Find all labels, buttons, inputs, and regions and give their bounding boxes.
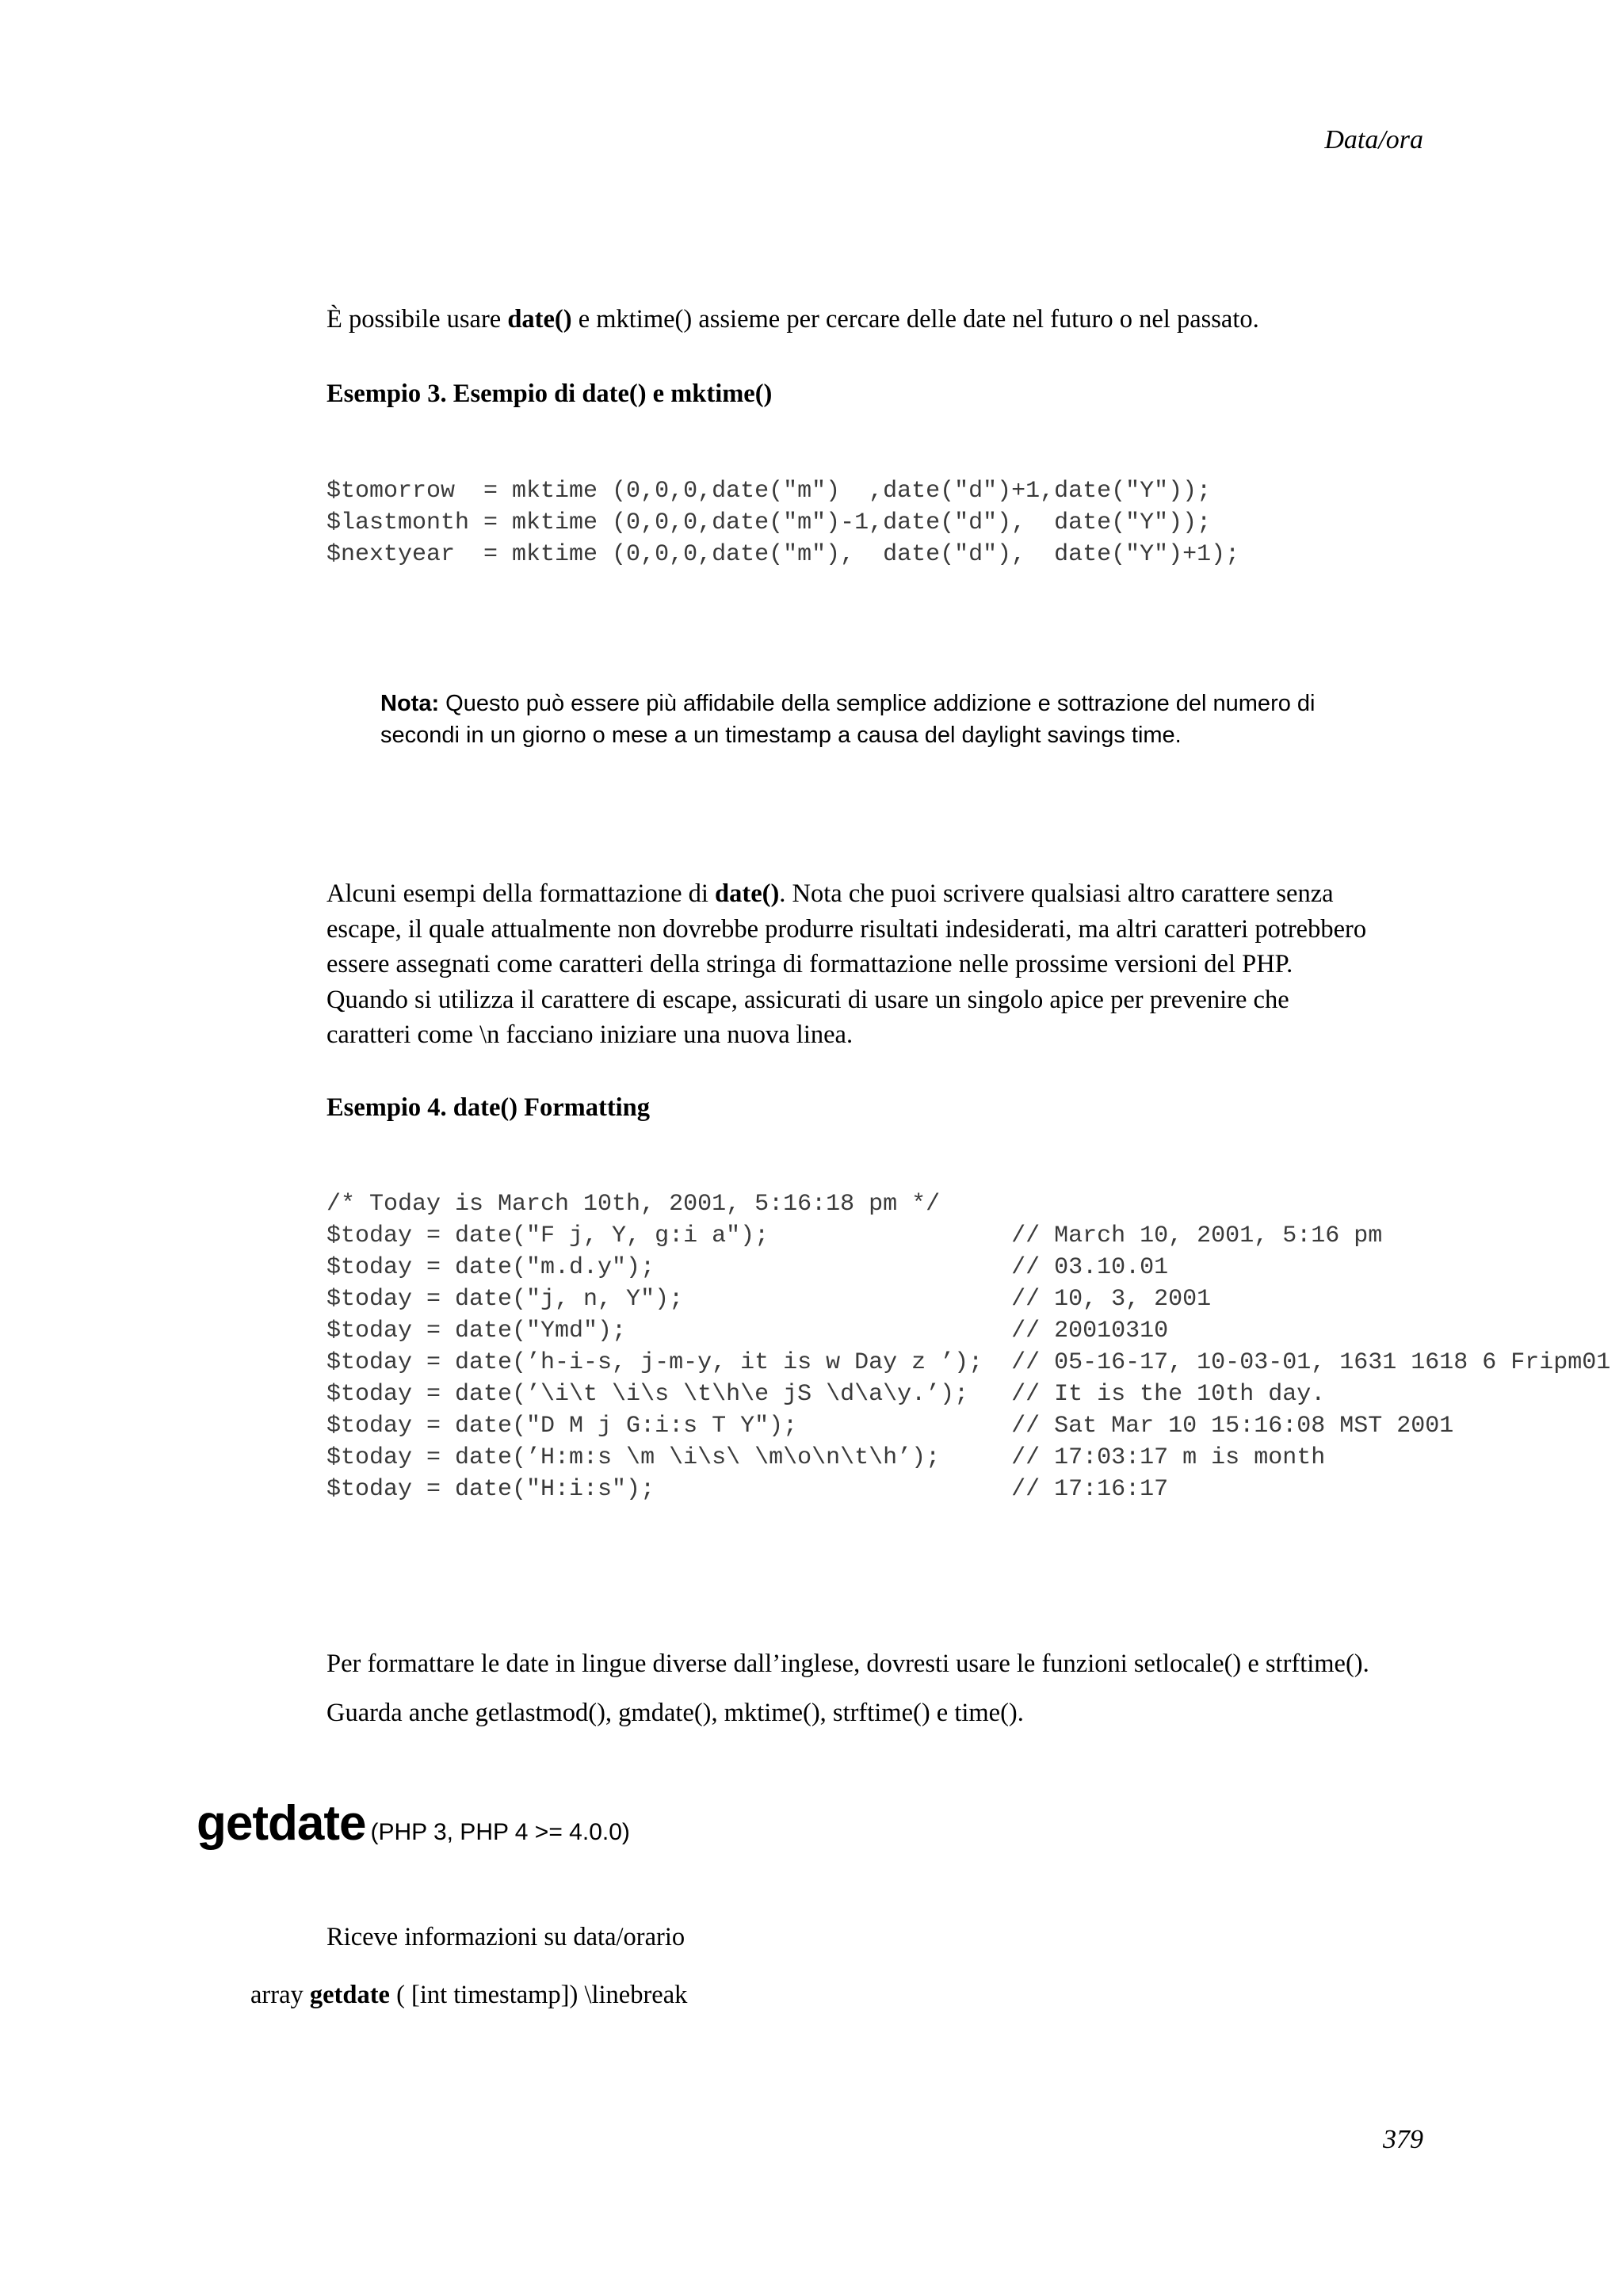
note-label: Nota: — [380, 691, 440, 716]
date-function-ref: date() — [715, 879, 780, 908]
intro-text-before: È possibile usare — [327, 305, 508, 334]
intro-text-after: e mktime() assieme per cercare delle date nel futuro o nel passato. — [571, 305, 1259, 334]
code-line: $today = date("H:i:s"); // 17:16:17 — [327, 1476, 1169, 1503]
intro-paragraph — [327, 302, 1436, 338]
paragraph-line — [327, 876, 1436, 912]
note-line: secondi in un giorno o mese a un timestamp a causa del daylight savings time. — [380, 723, 1182, 748]
example-4-title: Esempio 4. date() Formatting — [327, 1093, 650, 1122]
locale-paragraph: Per formattare le date in lingue diverse dall’inglese, dovresti usare le funzioni setlocale() e strftime(). — [327, 1650, 1369, 1678]
paragraph-line: caratteri come \n facciano iniziare una nuova linea. — [327, 1020, 854, 1049]
running-header: Data/ora — [1324, 125, 1423, 154]
code-line: $today = date(’h-i-s, j-m-y, it is w Day z ’); // 05-16-17, 10-03-01, 1631 1618 6 Fripm01 — [327, 1349, 1611, 1376]
note-line — [380, 688, 1450, 719]
paragraph-text: . Nota che puoi scrivere qualsiasi altro carattere senza — [779, 879, 1334, 908]
example-4-code-clip — [327, 1188, 1623, 1521]
synopsis-return-type: array — [250, 1981, 310, 2009]
synopsis-arguments: ( [int timestamp]) \linebreak — [389, 1981, 688, 2009]
code-line: $today = date("D M j G:i:s T Y"); // Sat Mar 10 15:16:08 MST 2001 — [327, 1413, 1454, 1440]
function-name: getdate — [197, 1796, 366, 1851]
page-number: 379 — [1383, 2125, 1423, 2154]
function-heading — [197, 1795, 630, 1852]
intro-date-function: date() — [507, 305, 572, 334]
code-line: $lastmonth = mktime (0,0,0,date("m")-1,date("d"), date("Y")); — [327, 509, 1212, 536]
function-description: Riceve informazioni su data/orario — [327, 1923, 685, 1951]
paragraph-line: Quando si utilizza il carattere di escape, assicurati di usare un singolo apice per prevenire che — [327, 985, 1289, 1014]
code-line: $tomorrow = mktime (0,0,0,date("m") ,date("d")+1,date("Y")); — [327, 478, 1212, 505]
code-line: $today = date(’H:m:s \m \i\s\ \m\o\n\t\h’); // 17:03:17 m is month — [327, 1444, 1326, 1471]
example-4-code — [327, 1188, 1623, 1505]
function-version: (PHP 3, PHP 4 >= 4.0.0) — [370, 1819, 630, 1845]
paragraph-text: Alcuni esempi della formattazione di — [327, 879, 716, 908]
note-text: Questo può essere più affidabile della semplice addizione e sottrazione del numero di — [439, 691, 1316, 716]
code-line: $today = date("m.d.y"); // 03.10.01 — [327, 1254, 1169, 1281]
code-line: $today = date("F j, Y, g:i a"); // March 10, 2001, 5:16 pm — [327, 1222, 1383, 1249]
code-line: /* Today is March 10th, 2001, 5:16:18 pm */ — [327, 1191, 941, 1218]
example-3-code — [327, 475, 1239, 570]
formatting-paragraph — [327, 876, 1436, 1053]
see-also: Guarda anche getlastmod(), gmdate(), mktime(), strftime() e time(). — [327, 1699, 1024, 1727]
paragraph-line: essere assegnati come caratteri della stringa di formattazione nelle prossime versioni del PHP. — [327, 950, 1293, 978]
code-line: $today = date(’\i\t \i\s \t\h\e jS \d\a\y.’); // It is the 10th day. — [327, 1381, 1326, 1408]
note-box — [380, 688, 1450, 751]
paragraph-line: escape, il quale attualmente non dovrebbe produrre risultati indesiderati, ma altri caratteri potrebbero — [327, 914, 1367, 944]
code-line: $nextyear = mktime (0,0,0,date("m"), date("d"), date("Y")+1); — [327, 541, 1240, 568]
synopsis-function-name: getdate — [309, 1981, 390, 2009]
code-line: $today = date("j, n, Y"); // 10, 3, 2001 — [327, 1286, 1212, 1313]
example-3-title: Esempio 3. Esempio di date() e mktime() — [327, 379, 773, 408]
code-line: $today = date("Ymd"); // 20010310 — [327, 1318, 1169, 1344]
function-synopsis — [250, 1981, 687, 2010]
